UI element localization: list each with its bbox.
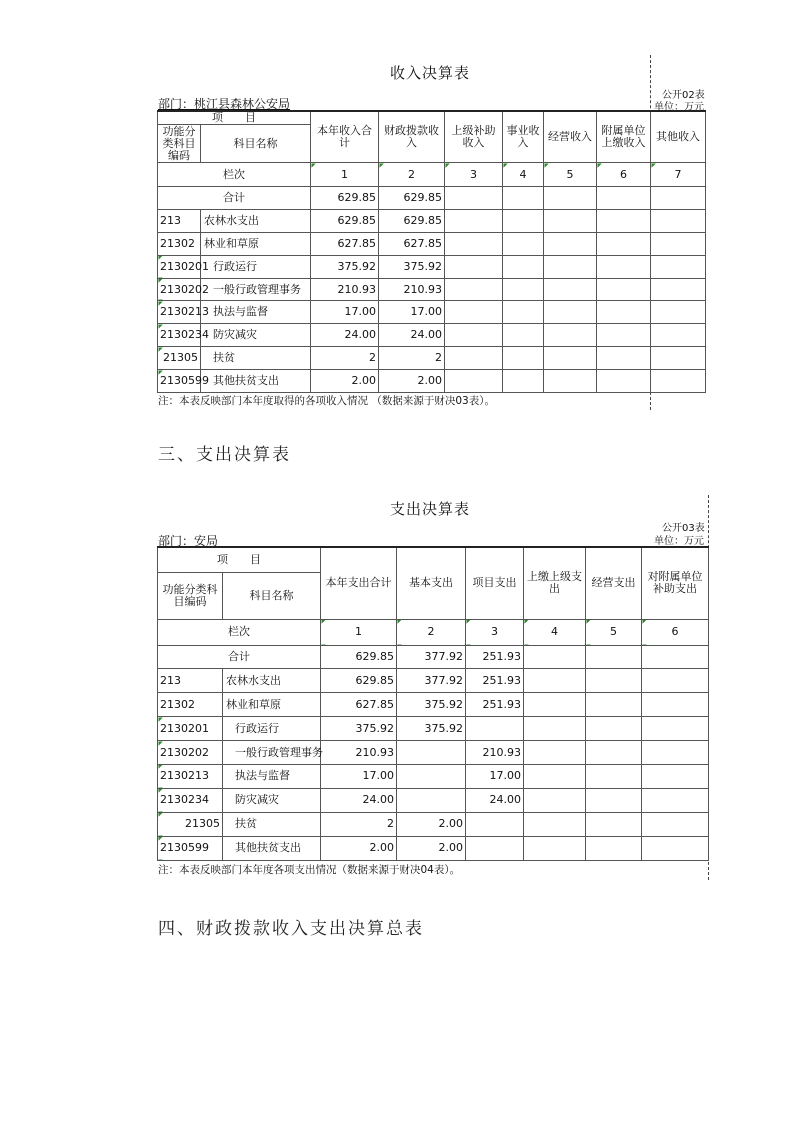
row-label: 栏次 xyxy=(158,619,321,645)
column-header: 项目支出 xyxy=(466,547,524,619)
row-value xyxy=(586,693,642,717)
row-code: 2130599 xyxy=(158,370,201,393)
row-value xyxy=(524,836,586,860)
row-value xyxy=(642,645,709,669)
row-value xyxy=(503,370,544,393)
row-value: 210.93 xyxy=(321,741,397,765)
row-value: 627.85 xyxy=(379,232,445,255)
row-name: 农林水支出 xyxy=(201,209,311,232)
row-value xyxy=(651,187,706,210)
expense-dept: 部门：安局 xyxy=(158,534,219,548)
row-value: 377.92 xyxy=(397,669,466,693)
row-code: 2130202 xyxy=(158,278,201,301)
row-value xyxy=(445,347,503,370)
table-row xyxy=(158,836,709,860)
row-value xyxy=(445,301,503,324)
row-value xyxy=(586,788,642,812)
row-value xyxy=(597,278,651,301)
row-value xyxy=(544,278,597,301)
row-value xyxy=(651,324,706,347)
row-value: 375.92 xyxy=(379,255,445,278)
row-value xyxy=(586,741,642,765)
row-value: 629.85 xyxy=(311,209,379,232)
header-item: 项 目 xyxy=(158,111,311,125)
row-code: 2130213 xyxy=(158,301,201,324)
row-value xyxy=(642,812,709,836)
column-number: 2 xyxy=(397,619,466,645)
row-value: 629.85 xyxy=(379,209,445,232)
row-value xyxy=(642,788,709,812)
row-value xyxy=(445,370,503,393)
income-title: 收入决算表 xyxy=(390,64,471,82)
row-code: 2130201 xyxy=(158,717,223,741)
row-value: 17.00 xyxy=(379,301,445,324)
row-code: 2130213 xyxy=(158,764,223,788)
row-value xyxy=(597,209,651,232)
row-value xyxy=(503,278,544,301)
row-code: 2130234 xyxy=(158,324,201,347)
row-value xyxy=(544,187,597,210)
row-value: 24.00 xyxy=(379,324,445,347)
row-value: 2 xyxy=(321,812,397,836)
row-name: 扶贫 xyxy=(223,812,321,836)
row-value xyxy=(651,232,706,255)
income-unit: 单位：万元 xyxy=(654,102,704,113)
expense-form-no: 公开03表 xyxy=(662,523,705,534)
row-value xyxy=(503,347,544,370)
row-name: 防灾减灾 xyxy=(223,788,321,812)
row-value xyxy=(544,255,597,278)
row-value xyxy=(642,693,709,717)
row-code: 2130234 xyxy=(158,788,223,812)
row-value: 2.00 xyxy=(397,812,466,836)
row-value: 627.85 xyxy=(311,232,379,255)
row-value xyxy=(445,209,503,232)
header-name: 科目名称 xyxy=(201,125,311,163)
row-value xyxy=(597,232,651,255)
row-value xyxy=(445,232,503,255)
row-code: 2130202 xyxy=(158,741,223,765)
column-number: 1 xyxy=(311,163,379,187)
row-value xyxy=(586,645,642,669)
row-value xyxy=(586,717,642,741)
row-value xyxy=(651,370,706,393)
row-value: 375.92 xyxy=(397,717,466,741)
row-value: 2.00 xyxy=(379,370,445,393)
column-header: 上级补助收入 xyxy=(445,111,503,163)
row-name: 林业和草原 xyxy=(223,693,321,717)
expense-table xyxy=(157,546,709,861)
row-value xyxy=(503,255,544,278)
row-value xyxy=(503,301,544,324)
row-value: 2.00 xyxy=(311,370,379,393)
row-value xyxy=(503,209,544,232)
column-number: 4 xyxy=(524,619,586,645)
row-name: 合计 xyxy=(158,187,311,210)
row-code: 21305 xyxy=(158,347,201,370)
table-row xyxy=(158,645,709,669)
expense-unit: 单位：万元 xyxy=(654,536,704,547)
row-value xyxy=(524,764,586,788)
row-value xyxy=(524,669,586,693)
row-value xyxy=(544,209,597,232)
income-form-no: 公开02表 xyxy=(662,90,705,101)
row-value xyxy=(524,812,586,836)
income-note: 注：本表反映部门本年度取得的各项收入情况 （数据来源于财决03表）。 xyxy=(158,395,495,407)
row-value: 17.00 xyxy=(466,764,524,788)
column-header: 基本支出 xyxy=(397,547,466,619)
row-value xyxy=(524,645,586,669)
table-row xyxy=(158,209,706,232)
table-row xyxy=(158,255,706,278)
row-value xyxy=(642,669,709,693)
row-value xyxy=(597,347,651,370)
row-label: 栏次 xyxy=(158,163,311,187)
row-value: 210.93 xyxy=(466,741,524,765)
row-value: 251.93 xyxy=(466,693,524,717)
row-value xyxy=(586,812,642,836)
table-row xyxy=(158,324,706,347)
column-number: 3 xyxy=(445,163,503,187)
table-row xyxy=(158,788,709,812)
row-value xyxy=(544,324,597,347)
column-number: 2 xyxy=(379,163,445,187)
row-value: 375.92 xyxy=(311,255,379,278)
row-name: 行政运行 xyxy=(223,717,321,741)
column-number: 6 xyxy=(642,619,709,645)
column-header: 其他收入 xyxy=(651,111,706,163)
row-value: 629.85 xyxy=(321,645,397,669)
row-value xyxy=(642,741,709,765)
table-row xyxy=(158,370,706,393)
column-header: 附属单位上缴收入 xyxy=(597,111,651,163)
column-number: 5 xyxy=(544,163,597,187)
column-header: 经营支出 xyxy=(586,547,642,619)
row-value xyxy=(597,324,651,347)
header-code: 功能分类科目编码 xyxy=(158,125,201,163)
row-name: 其他扶贫支出 xyxy=(201,370,311,393)
row-value xyxy=(586,669,642,693)
table-row xyxy=(158,187,706,210)
section-4-heading: 四、财政拨款收入支出决算总表 xyxy=(158,919,424,939)
row-name: 农林水支出 xyxy=(223,669,321,693)
row-name: 一般行政管理事务 xyxy=(223,741,321,765)
row-value: 629.85 xyxy=(321,669,397,693)
row-value: 2.00 xyxy=(397,836,466,860)
income-table xyxy=(157,110,706,393)
row-value: 377.92 xyxy=(397,645,466,669)
column-number: 5 xyxy=(586,619,642,645)
section-3-heading: 三、支出决算表 xyxy=(158,445,291,465)
row-value xyxy=(642,836,709,860)
row-value xyxy=(445,278,503,301)
row-name: 防灾减灾 xyxy=(201,324,311,347)
row-value: 251.93 xyxy=(466,669,524,693)
header-name: 科目名称 xyxy=(223,572,321,619)
header-code: 功能分类科目编码 xyxy=(158,572,223,619)
table-row xyxy=(158,717,709,741)
row-value xyxy=(397,788,466,812)
row-value: 627.85 xyxy=(321,693,397,717)
column-number: 3 xyxy=(466,619,524,645)
row-value xyxy=(544,347,597,370)
row-value xyxy=(651,301,706,324)
row-value xyxy=(466,836,524,860)
row-name: 执法与监督 xyxy=(223,764,321,788)
row-value xyxy=(586,836,642,860)
row-value xyxy=(524,717,586,741)
row-value xyxy=(503,232,544,255)
row-value xyxy=(597,370,651,393)
row-value xyxy=(544,370,597,393)
row-value: 24.00 xyxy=(311,324,379,347)
row-value xyxy=(597,301,651,324)
row-value xyxy=(445,255,503,278)
row-name: 行政运行 xyxy=(201,255,311,278)
row-value: 2 xyxy=(311,347,379,370)
row-value xyxy=(445,187,503,210)
column-header: 对附属单位补助支出 xyxy=(642,547,709,619)
row-name: 合计 xyxy=(158,645,321,669)
row-value: 17.00 xyxy=(311,301,379,324)
row-value: 629.85 xyxy=(311,187,379,210)
row-value: 17.00 xyxy=(321,764,397,788)
column-number: 4 xyxy=(503,163,544,187)
column-number: 7 xyxy=(651,163,706,187)
row-value xyxy=(586,764,642,788)
row-value xyxy=(503,187,544,210)
row-code: 2130599 xyxy=(158,836,223,860)
row-value xyxy=(597,255,651,278)
row-value xyxy=(544,301,597,324)
row-value: 375.92 xyxy=(321,717,397,741)
row-value xyxy=(466,717,524,741)
row-value: 2 xyxy=(379,347,445,370)
column-header: 经营收入 xyxy=(544,111,597,163)
row-value xyxy=(651,278,706,301)
row-value: 24.00 xyxy=(466,788,524,812)
income-dept: 部门：桃江县森林公安局 xyxy=(158,97,291,111)
row-name: 执法与监督 xyxy=(201,301,311,324)
row-value: 629.85 xyxy=(379,187,445,210)
row-value xyxy=(597,187,651,210)
row-value: 210.93 xyxy=(311,278,379,301)
row-code: 21302 xyxy=(158,693,223,717)
row-name: 其他扶贫支出 xyxy=(223,836,321,860)
row-value xyxy=(642,717,709,741)
column-header: 上缴上级支出 xyxy=(524,547,586,619)
row-code: 21305 xyxy=(158,812,223,836)
column-header: 财政拨款收入 xyxy=(379,111,445,163)
row-value: 375.92 xyxy=(397,693,466,717)
row-value: 251.93 xyxy=(466,645,524,669)
row-value xyxy=(466,812,524,836)
expense-title: 支出决算表 xyxy=(390,500,471,518)
column-header: 事业收入 xyxy=(503,111,544,163)
row-value xyxy=(544,232,597,255)
expense-note: 注：本表反映部门本年度各项支出情况（数据来源于财决04表）。 xyxy=(158,864,461,876)
row-value xyxy=(524,788,586,812)
table-row xyxy=(158,812,709,836)
row-name: 林业和草原 xyxy=(201,232,311,255)
row-value xyxy=(503,324,544,347)
row-value xyxy=(642,764,709,788)
row-value xyxy=(397,741,466,765)
column-header: 本年支出合计 xyxy=(321,547,397,619)
row-value: 24.00 xyxy=(321,788,397,812)
row-value xyxy=(651,347,706,370)
row-name: 一般行政管理事务 xyxy=(201,278,311,301)
column-number: 1 xyxy=(321,619,397,645)
row-code: 21302 xyxy=(158,232,201,255)
table-row xyxy=(158,669,709,693)
table-row xyxy=(158,764,709,788)
row-value: 2.00 xyxy=(321,836,397,860)
row-name: 扶贫 xyxy=(201,347,311,370)
row-value xyxy=(445,324,503,347)
row-value xyxy=(397,764,466,788)
column-number: 6 xyxy=(597,163,651,187)
row-code: 2130201 xyxy=(158,255,201,278)
table-row xyxy=(158,278,706,301)
table-row xyxy=(158,301,706,324)
row-value xyxy=(651,209,706,232)
row-code: 213 xyxy=(158,209,201,232)
row-value xyxy=(651,255,706,278)
row-value: 210.93 xyxy=(379,278,445,301)
row-code: 213 xyxy=(158,669,223,693)
table-row xyxy=(158,693,709,717)
table-row xyxy=(158,232,706,255)
header-item: 项 目 xyxy=(158,547,321,572)
row-value xyxy=(524,741,586,765)
row-value xyxy=(524,693,586,717)
table-row xyxy=(158,347,706,370)
table-row xyxy=(158,741,709,765)
column-header: 本年收入合计 xyxy=(311,111,379,163)
